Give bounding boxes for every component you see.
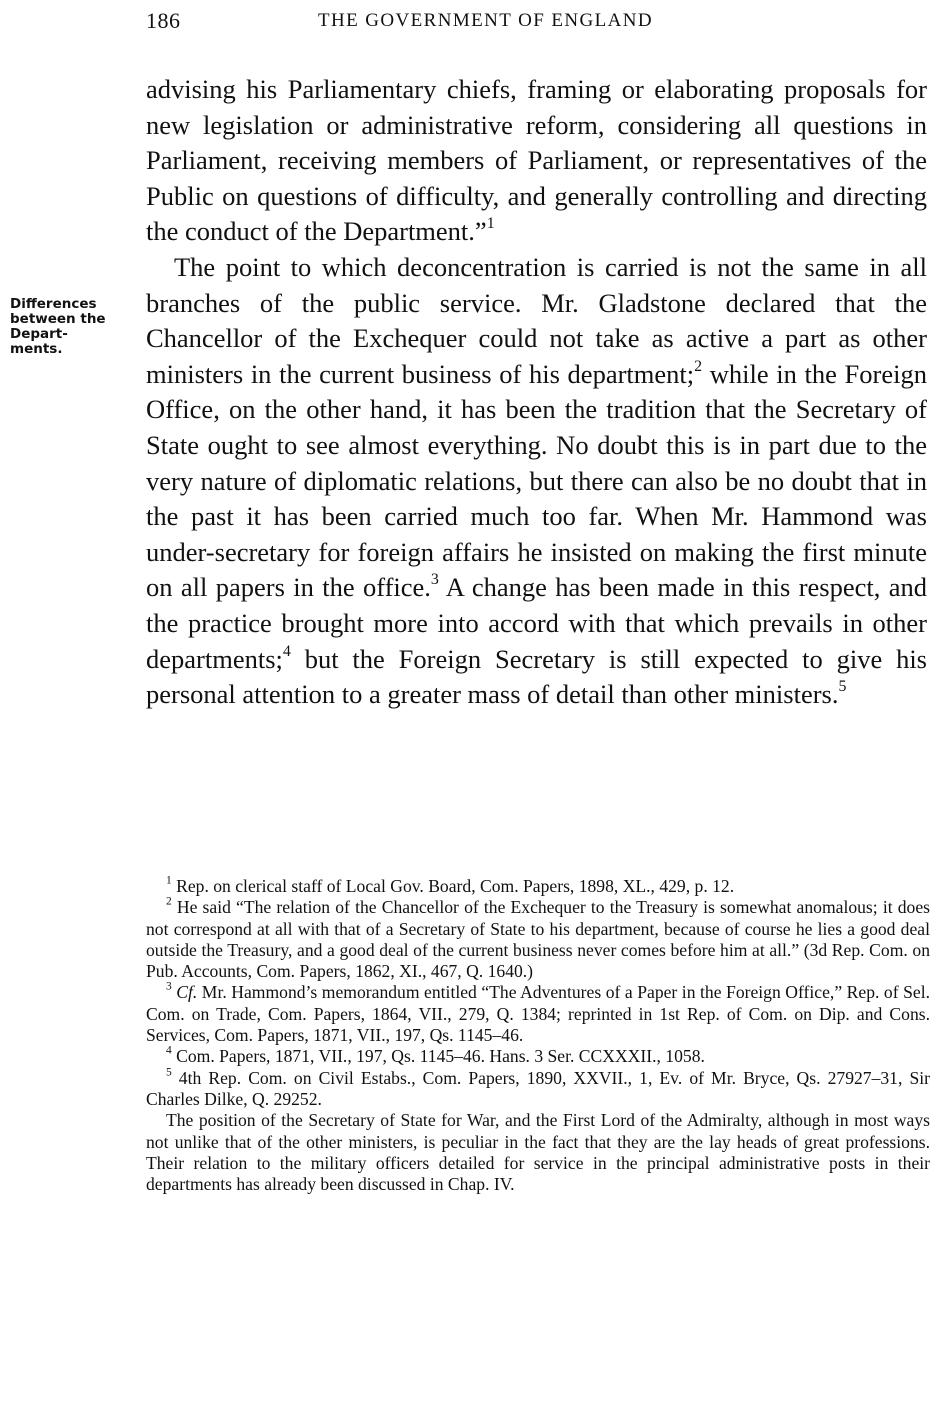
paragraph-text: A change has been made in this respect, and the practice brought more into accord with that which prevails in other departments; xyxy=(146,572,927,674)
footnote-text: 4th Rep. Com. on Civil Estabs., Com. Papers, 1890, XXVII., 1, Ev. of Mr. Bryce, Qs. 27927–31, Sir Charles Dilke, Q. 29252. xyxy=(146,1067,930,1109)
footnote-mark: 1 xyxy=(166,874,172,887)
footnote-ref: 2 xyxy=(694,357,703,375)
footnote-mark: 2 xyxy=(166,895,172,908)
footnote-mark: 3 xyxy=(166,980,172,993)
footnote-1 xyxy=(146,876,930,897)
paragraph-continued xyxy=(146,72,927,250)
paragraph-departments xyxy=(146,250,927,713)
footnote-ref: 5 xyxy=(838,678,847,696)
footnote-2 xyxy=(146,897,930,982)
margin-note-line: between the xyxy=(10,311,106,327)
footnote-text: Mr. Hammond’s memorandum entitled “The Adventures of a Paper in the Foreign Office,” Rep. of Sel. Com. on Trade, Com. Papers, 1864, VII., 279, Q. 1384; reprinted in 1st Rep. of Com. on Dip. and Cons. Services, Com. Papers, 1871, VII., 197, Qs. 1145–46. xyxy=(146,982,930,1046)
footnote-text: He said “The relation of the Chancellor of the Exchequer to the Treasury is somewhat anomalous; it does not correspond at all with that of a Secretary of State to his department, because of course he lies a good deal outside the Treasury, and a good deal of the current business never comes before him at all.” (3d Rep. Com. on Pub. Accounts, Com. Papers, 1862, XI., 467, Q. 1640.) xyxy=(146,897,930,982)
main-text xyxy=(146,72,927,713)
footnote-ref: 3 xyxy=(430,571,439,589)
footnote-ref: 1 xyxy=(486,215,495,233)
paragraph-text: advising his Parliamentary chiefs, framing or elaborating proposals for new legislation or administrative reform, considering all questions in Parliament, receiving members of Parliament, or representatives of the Public on questions of difficulty, and generally controlling and directing the conduct of the Department.” xyxy=(146,74,927,247)
paragraph-text: but the Foreign Secretary is still expected to give his personal attention to a greater mass of detail than other ministers. xyxy=(146,643,927,710)
margin-note-line: Differences xyxy=(10,296,97,312)
running-title: THE GOVERNMENT OF ENGLAND xyxy=(318,10,653,31)
footnotes xyxy=(146,876,930,1195)
footnote-cf: Cf. xyxy=(176,982,198,1003)
page-header xyxy=(146,8,926,42)
footnote-text: Rep. on clerical staff of Local Gov. Board, Com. Papers, 1898, XL., 429, p. 12. xyxy=(171,876,735,896)
footnote-4 xyxy=(146,1046,930,1067)
page-number: 186 xyxy=(146,8,181,33)
footnote-mark: 5 xyxy=(166,1066,172,1079)
footnote-3 xyxy=(146,982,930,1046)
footnote-ref: 4 xyxy=(282,642,291,660)
footnote-5-continued: The position of the Secretary of State for War, and the First Lord of the Admiralty, although in most ways not unlike that of the other ministers, is peculiar in the fact that they are the lay heads of great professions. Their relation to the military officers detailed for service in the principal administrative posts in their departments has already been discussed in Chap. IV. xyxy=(146,1110,930,1195)
footnote-mark: 4 xyxy=(166,1044,172,1057)
paragraph-text: while in the Foreign Office, on the other hand, it has been the tradition that the Secretary of State ought to see almost everything. No doubt this is in part due to the very nature of diplomatic relations, but there can also be no doubt that in the past it has been carried much too far. When Mr. Hammond was under-secretary for foreign affairs he insisted on making the first minute on all papers in the office. xyxy=(146,358,927,603)
margin-note xyxy=(10,297,135,357)
margin-note-line: ments. xyxy=(10,341,63,357)
footnote-text: Com. Papers, 1871, VII., 197, Qs. 1145–46. Hans. 3 Ser. CCXXXII., 1058. xyxy=(171,1046,705,1067)
paragraph-text: The point to which deconcentration is carried is not the same in all branches of the public service. Mr. Gladstone declared that the Chancellor of the Exchequer could not take as active a part as other ministers in the current business of his department; xyxy=(146,251,927,389)
margin-note-line: Depart- xyxy=(10,326,68,342)
footnote-5 xyxy=(146,1068,930,1111)
